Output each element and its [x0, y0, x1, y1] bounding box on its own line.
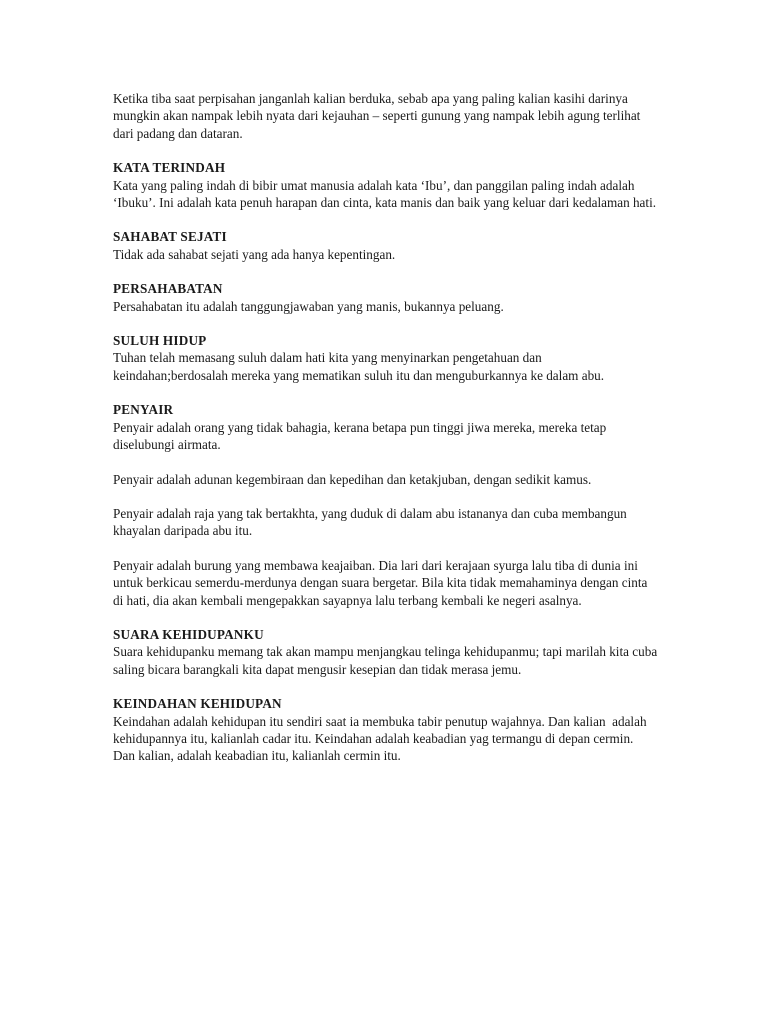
intro-paragraph: Ketika tiba saat perpisahan janganlah kalian berduka, sebab apa yang paling kalian kasihi darinya mungkin akan nampak lebih nyata dari kejauhan – seperti gunung yang nampak lebih agung terlihat dari padang dan dataran. — [113, 91, 641, 141]
section-paragraph: Tuhan telah memasang suluh dalam hati kita yang menyinarkan pengetahuan dan keindahan;berdosalah mereka yang mematikan suluh itu dan menguburkannya ke dalam abu. — [113, 350, 605, 383]
section-paragraph: Persahabatan itu adalah tanggungjawaban yang manis, bukannya peluang. — [113, 298, 504, 314]
section-persahabatan — [113, 280, 658, 315]
section-paragraph: Tidak ada sahabat sejati yang ada hanya kepentingan. — [113, 246, 396, 262]
section-heading: KEINDAHAN KEHIDUPAN — [113, 696, 282, 712]
section-heading: KATA TERINDAH — [113, 160, 226, 176]
section-kata-terindah — [113, 159, 658, 211]
section-keindahan-kehidupan — [113, 695, 658, 765]
section-heading: PERSAHABATAN — [113, 281, 223, 297]
section-suluh-hidup — [113, 332, 658, 384]
section-heading: SUARA KEHIDUPANKU — [113, 626, 264, 642]
section-paragraph: Kata yang paling indah di bibir umat manusia adalah kata ‘Ibu’, dan panggilan paling indah adalah ‘Ibuku’. Ini adalah kata penuh harapan dan cinta, kata manis dan baik yang keluar dari kedalaman hati. — [113, 177, 657, 211]
section-paragraph: Penyair adalah burung yang membawa keajaiban. Dia lari dari kerajaan syurga lalu tiba di dunia ini untuk berkicau semerdu-merdunya dengan suara bergetar. Bila kita tidak memahaminya dengan cinta di hati, dia akan kembali mengepakkan sayapnya lalu terbang kembali ke negeri asalnya. — [113, 557, 648, 608]
section-paragraph: Penyair adalah raja yang tak bertakhta, yang duduk di dalam abu istananya dan cuba membangun khayalan daripada abu itu. — [113, 505, 627, 539]
section-penyair — [113, 401, 658, 609]
section-heading: SULUH HIDUP — [113, 333, 207, 349]
document-page — [113, 90, 658, 782]
section-paragraph: Suara kehidupanku memang tak akan mampu menjangkau telinga kehidupanmu; tapi marilah kita cuba saling bicara barangkali kita dapat mengusir kesepian dan tidak merasa jemu. — [113, 644, 658, 677]
section-heading: SAHABAT SEJATI — [113, 229, 227, 245]
section-sahabat-sejati — [113, 228, 658, 263]
section-heading: PENYAIR — [113, 402, 174, 418]
section-paragraph: Keindahan adalah kehidupan itu sendiri saat ia membuka tabir penutup wajahnya. Dan kalian adalah kehidupannya itu, kalianlah cadar itu. Keindahan adalah keabadian yag termangu di depan cermin. Dan kalian, adalah keabadian itu, kalianlah cermin itu. — [113, 713, 650, 764]
section-paragraph: Penyair adalah adunan kegembiraan dan kepedihan dan ketakjuban, dengan sedikit kamus. — [113, 471, 592, 487]
section-paragraph: Penyair adalah orang yang tidak bahagia, kerana betapa pun tinggi jiwa mereka, mereka tetap diselubungi airmata. — [113, 419, 607, 453]
section-suara-kehidupanku — [113, 626, 658, 678]
